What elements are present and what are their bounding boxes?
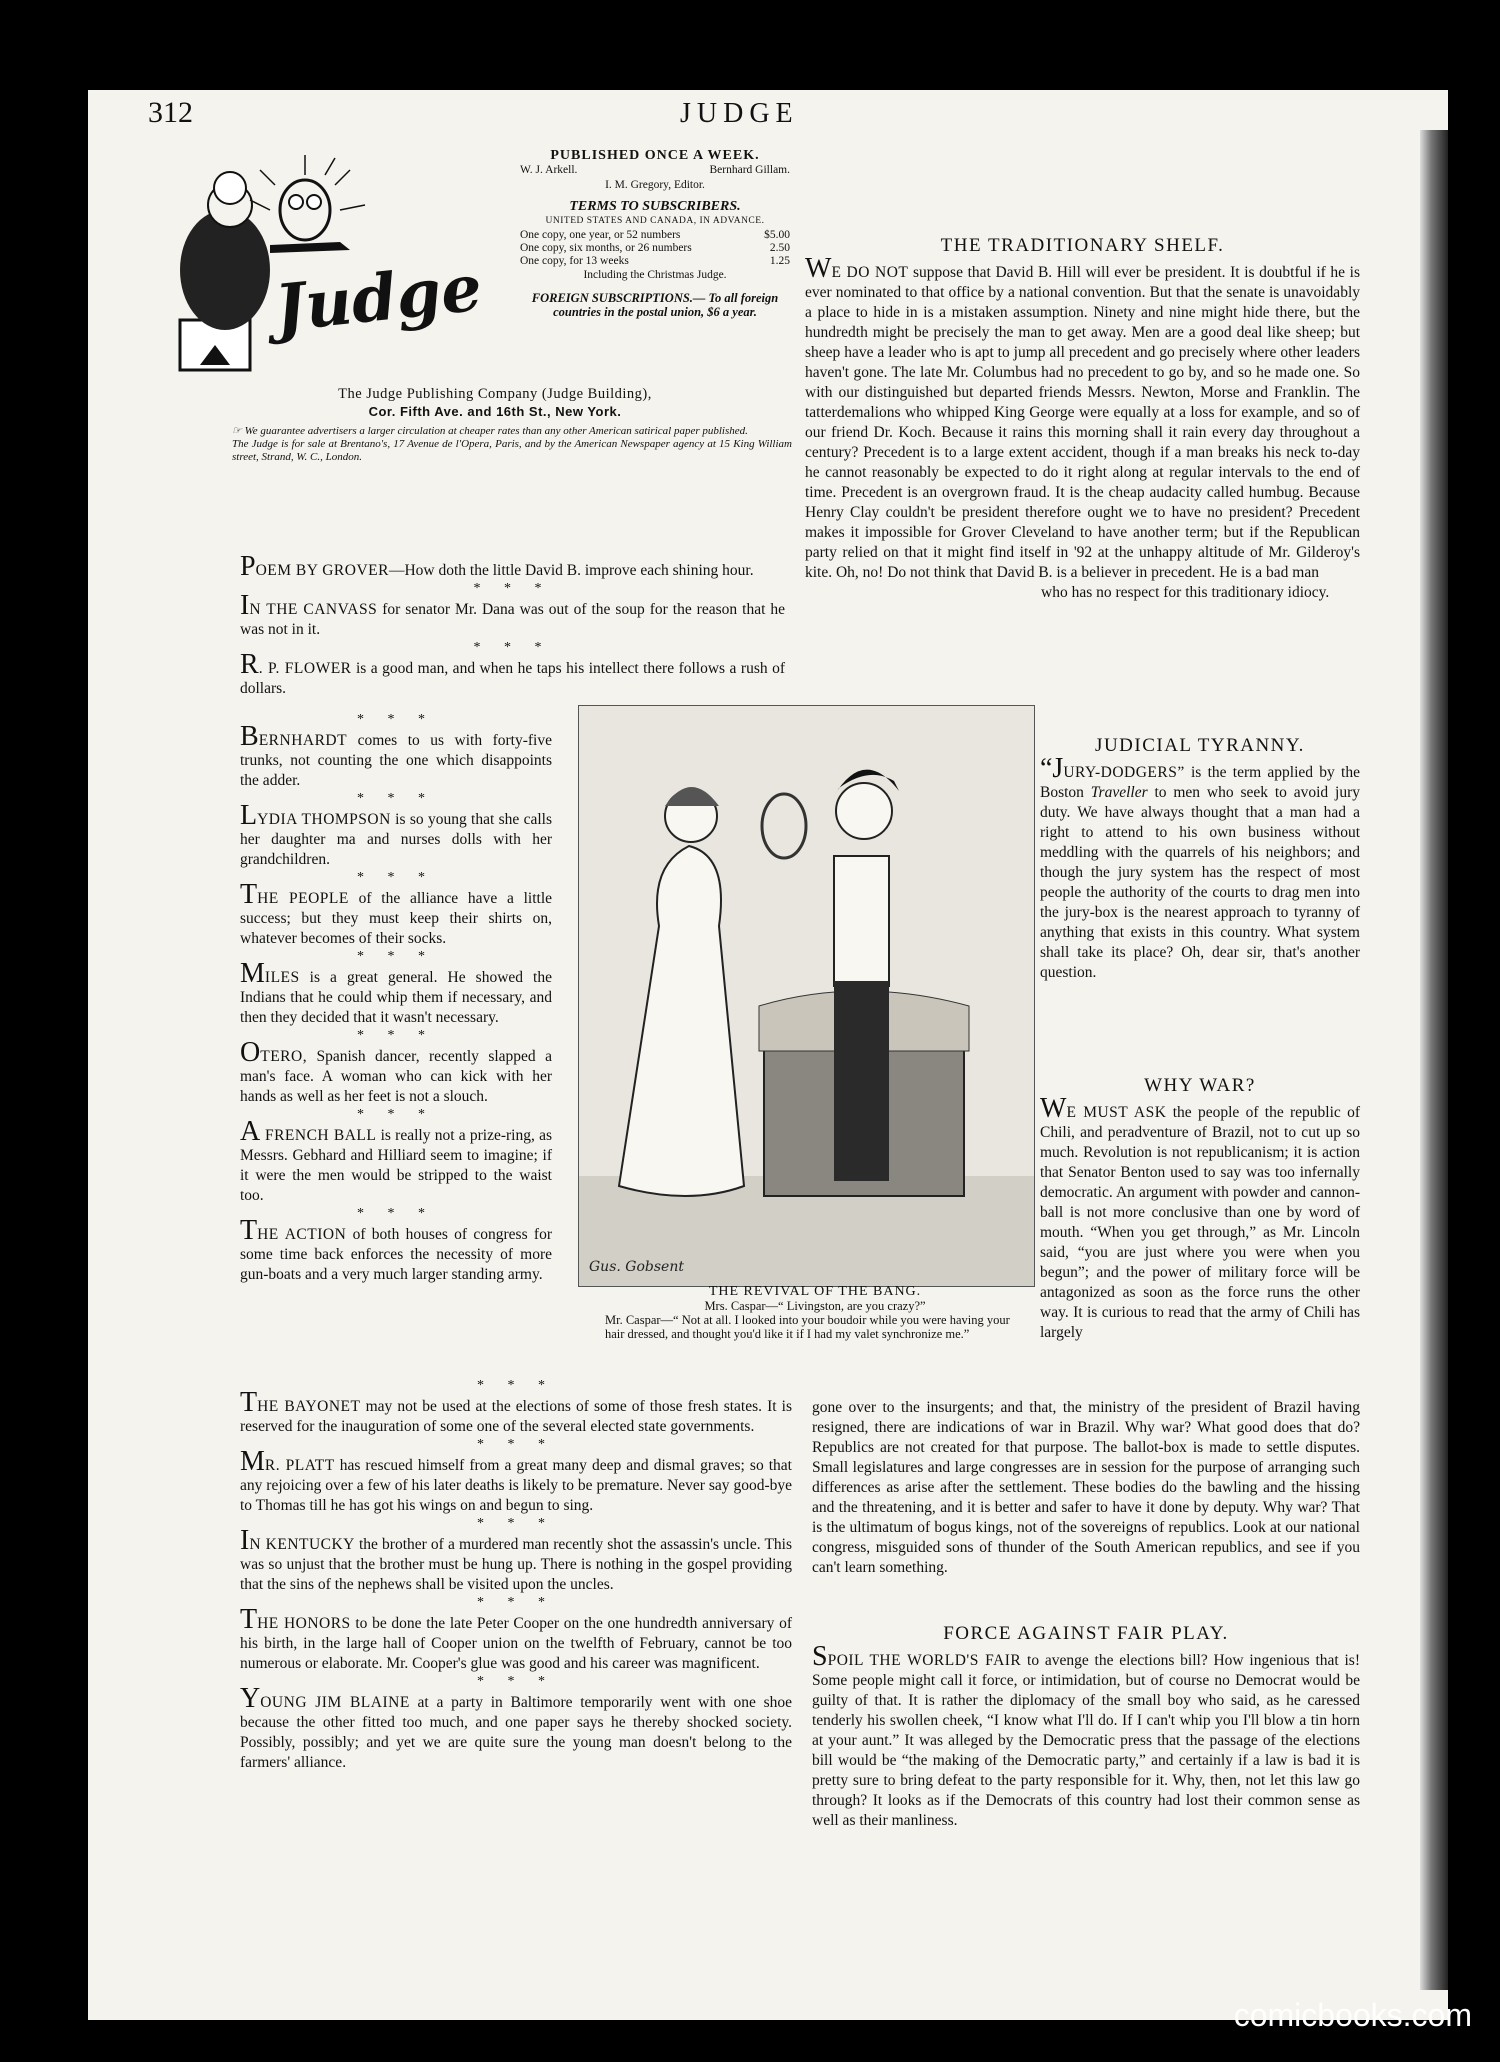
paragraph-text: of the alliance have a little success; but they must keep their shirts on, whatever becomes of their socks. bbox=[240, 890, 553, 947]
paragraph-otero bbox=[240, 1037, 552, 1107]
drop-cap: M bbox=[240, 958, 265, 989]
paragraph-action bbox=[240, 1215, 552, 1285]
drop-cap: P bbox=[240, 551, 256, 582]
separator: * * * bbox=[477, 1595, 555, 1610]
paragraph-text: to be done the late Peter Cooper on the one hundredth anniversary of his birth, in the large hall of Cooper union on the twelfth of February, cannot be too numerous or elaborate. Mr. Cooper's glue was good and his career was magnificent. bbox=[240, 1615, 792, 1672]
company-address bbox=[200, 385, 790, 421]
page-number: 312 bbox=[148, 96, 193, 129]
article-body bbox=[812, 1641, 1360, 1831]
advertiser-note bbox=[232, 425, 792, 464]
illustration-caption bbox=[605, 1285, 1025, 1341]
rate-row bbox=[520, 255, 790, 268]
paragraph-honors bbox=[240, 1604, 792, 1674]
logo-wordmark: Judge bbox=[271, 250, 486, 347]
article-traditionary-shelf bbox=[805, 230, 1360, 603]
lead-caps: . P. FLOWER bbox=[258, 660, 352, 677]
paragraph-text: at a party in Baltimore temporarily went with one shoe because the other fitted too much, and one paper says he thereby shocked society. Possibly, possibly; and yet we are quite sure the young man doesn't belong to the farmers' alliance. bbox=[240, 1694, 793, 1771]
paragraph-poem bbox=[240, 551, 785, 582]
left-column-bottom bbox=[240, 1378, 792, 1773]
caption-line: Mrs. Caspar—“ Livingston, are you crazy?” bbox=[704, 1299, 926, 1313]
man-shirt bbox=[834, 856, 889, 986]
svg-text:Gus. Gobsent bbox=[589, 1259, 684, 1275]
published-line: PUBLISHED ONCE A WEEK. bbox=[550, 148, 760, 163]
man-head bbox=[836, 783, 892, 839]
lead-caps: ILES bbox=[264, 969, 300, 986]
paragraph-text: Spanish dancer, recently slapped a man's face. A woman who can kick with her hands as well as her feet is not a slouch. bbox=[240, 1048, 552, 1105]
caption-title: THE REVIVAL OF THE BANG. bbox=[708, 1284, 922, 1299]
caption-line: Mr. Caspar—“ Not at all. I looked into your boudoir while you were having your hair dressed, and thought you'd like it if I had my valet synchronize me.” bbox=[605, 1313, 1010, 1341]
lead-caps: YDIA THOMPSON bbox=[257, 811, 391, 828]
lead-caps: HE PEOPLE bbox=[257, 890, 349, 907]
article-heading: WHY WAR? bbox=[1144, 1075, 1256, 1096]
page-edge bbox=[1420, 130, 1448, 1990]
paragraph-text: may not be used at the elections of some of those fresh states. It is reserved for the inauguration of some one of the several elected state governments. bbox=[240, 1398, 792, 1435]
lead-caps: URY-DODGERS” bbox=[1063, 764, 1185, 781]
rate-label: One copy, six months, or 26 numbers bbox=[520, 242, 692, 254]
rate-row bbox=[520, 229, 790, 242]
separator: * * * bbox=[473, 640, 552, 655]
lead-caps: POIL THE WORLD'S FAIR bbox=[827, 1652, 1022, 1669]
drop-cap: T bbox=[240, 1387, 258, 1418]
rate-price: $5.00 bbox=[764, 229, 790, 241]
rate-label: One copy, for 13 weeks bbox=[520, 255, 629, 267]
foreign-subscriptions: FOREIGN SUBSCRIPTIONS.— To all foreign countries in the postal union, $6 a year. bbox=[531, 291, 779, 319]
left-column-narrow bbox=[240, 712, 552, 1285]
guarantee-text: ☞ We guarantee advertisers a larger circulation at cheaper rates than any other American satirical paper published. bbox=[232, 425, 748, 437]
publisher-right-name: Bernhard Gillam. bbox=[709, 164, 790, 176]
article-why-war-continued bbox=[812, 1398, 1360, 1578]
paragraph-text: is a great general. He showed the Indians that he could whip them if necessary, and then they decided that it wasn't necessary. bbox=[240, 969, 552, 1026]
article-text: the people of the republic of Chili, and peradventure of Brazil, not to cut up so much. Revolution is not republicanism; it is action that Senator Benton used to say was too infernally democratic. An argument with powder and cannon-ball is not more conclusive than one by word of mouth. “When you get through,” as Mr. Lincoln said, “you are just where you were when you begun”; and the power of military force will be antagonized as soon as the force runs the other way. It is curious to read that the army of Chili has largely bbox=[1040, 1104, 1361, 1341]
company-line: The Judge Publishing Company (Judge Building), bbox=[338, 386, 652, 402]
paragraph-kentucky bbox=[240, 1525, 792, 1595]
cartoon-illustration bbox=[578, 705, 1035, 1287]
paragraph-platt bbox=[240, 1446, 792, 1516]
drop-cap: I bbox=[240, 1525, 250, 1556]
lead-caps: E MUST ASK bbox=[1066, 1104, 1167, 1121]
paragraph-text: is really not a prize-ring, as Messrs. Gebhard and Hilliard seem to imagine; if it were the men would be stripped to the waist too. bbox=[240, 1127, 552, 1204]
article-text: to men who seek to avoid jury duty. We have always thought that a man had a right to attend to his own business without meddling with the quarrels of his neighbors; and though the jury system has the respect of most people the authority of the courts to drag men into the jury-box is the nearest approach to tyranny of anything that exists in this country. What system shall take its place? Oh, dear sir, that's another question. bbox=[1040, 784, 1360, 981]
separator: * * * bbox=[357, 870, 435, 885]
logo-owl-eye-left bbox=[289, 195, 303, 209]
drop-cap: L bbox=[240, 800, 258, 831]
watermark: comicbooks.com bbox=[1233, 1997, 1472, 2033]
sale-text: The Judge is for sale at Brentano's, 17 Avenue de l'Opera, Paris, and by the American Newspaper agency at 15 King William street, Strand, W. C., London. bbox=[232, 438, 792, 463]
article-heading: FORCE AGAINST FAIR PLAY. bbox=[943, 1623, 1229, 1644]
paragraph-text: the brother of a murdered man recently shot the assassin's uncle. This was so unjust that the brother must be hung up. There is nothing in the gospel providing that the sins of the nephews shall be visited upon the uncles. bbox=[240, 1536, 792, 1593]
drop-cap: T bbox=[240, 879, 258, 910]
lead-caps: HE BAYONET bbox=[257, 1398, 361, 1415]
article-text: to avenge the elections bill? How ingenious that is! Some people might call it force, or intimidation, but of course no Democrat would be guilty of that. It is rather the diplomacy of the small boy who said, as he caressed tenderly his swollen cheek, “I know what I'll do. If I can't whip you I'll blow a tin horn at your aunt.” It was alleged by the Democratic press that the passage of the elections bill would be “the making of the Democratic party,” and certainly if a law is bad it is pretty sure to bring defeat to the party responsible for it. Why, then, not let this law go through? It looks as if the Democrats of this country had lost their common sense as well as their manliness. bbox=[812, 1652, 1360, 1829]
logo-owl-perch bbox=[270, 242, 350, 253]
drop-cap: M bbox=[240, 1446, 265, 1477]
paragraph-text: is so young that she calls her daughter ma and nurses dolls with her grandchildren. bbox=[240, 811, 553, 868]
paragraph-text: for senator Mr. Dana was out of the soup for the reason that he was not in it. bbox=[240, 601, 785, 638]
paragraph-canvass bbox=[240, 590, 785, 640]
drop-cap: A bbox=[240, 1116, 261, 1147]
paragraph-text: of both houses of congress for some time back enforces the necessity of more gun-boats and a very much larger standing army. bbox=[240, 1226, 552, 1283]
lead-caps: N KENTUCKY bbox=[249, 1536, 355, 1553]
drop-cap: I bbox=[240, 590, 250, 621]
paragraph-lydia bbox=[240, 800, 553, 870]
article-body bbox=[1040, 1093, 1361, 1343]
lead-caps: N THE CANVASS bbox=[249, 601, 378, 618]
logo-owl-eye-right bbox=[307, 195, 321, 209]
editor-line: I. M. Gregory, Editor. bbox=[605, 179, 705, 191]
article-heading: THE TRADITIONARY SHELF. bbox=[940, 235, 1225, 256]
publisher-names bbox=[520, 163, 790, 178]
paragraph-text: comes to us with forty-five trunks, not counting the one which disappoints the adder. bbox=[240, 732, 552, 789]
drop-cap: Y bbox=[240, 1683, 261, 1714]
lead-caps: OUNG JIM BLAINE bbox=[260, 1694, 410, 1711]
lead-caps: OEM BY GROVER bbox=[255, 562, 389, 579]
article-continuation: gone over to the insurgents; and that, the ministry of the president of Brazil having resigned, there are indications of war in Brazil. Why war? What good does that do? Republics are not created for that purpose. The ballot-box is made to settle disputes. Small legislatures and large congresses are in session for the purpose of arranging such differences as arise after the settlement. These bodies do the bawling and the hissing and the threatening, and it is better and safer to have it done by deputy. Why war? That is the ultimatum of bogus kings, not of the sovereigns of republics. Look at our national congress, misguided sons of thunder of the South American republics, and see if you can't learn something. bbox=[812, 1399, 1360, 1576]
drop-cap: T bbox=[240, 1604, 258, 1635]
judge-logo bbox=[150, 150, 510, 380]
publisher-left-name: W. J. Arkell. bbox=[520, 164, 578, 176]
drop-cap: T bbox=[240, 1215, 258, 1246]
paragraph-bayonet bbox=[240, 1387, 792, 1437]
paragraph-text: —How doth the little David B. improve each shining hour. bbox=[388, 562, 754, 579]
left-column-top bbox=[240, 551, 785, 699]
article-text: is the term applied by the Boston bbox=[1040, 764, 1360, 801]
lead-caps: TERO, bbox=[260, 1048, 308, 1065]
rate-price: 1.25 bbox=[769, 255, 790, 267]
drop-cap: W bbox=[805, 253, 832, 284]
man-trousers bbox=[834, 981, 889, 1181]
article-why-war bbox=[1040, 1070, 1360, 1343]
drop-cap: S bbox=[812, 1641, 828, 1672]
separator: * * * bbox=[357, 1028, 435, 1043]
newspaper-name: Traveller bbox=[1090, 784, 1148, 801]
lead-caps: R. PLATT bbox=[264, 1457, 335, 1474]
article-body bbox=[1040, 753, 1360, 983]
rate-label: One copy, one year, or 52 numbers bbox=[520, 229, 681, 241]
svg-text:Judge bbox=[261, 251, 486, 348]
article-judicial-tyranny bbox=[1040, 730, 1360, 983]
separator: * * * bbox=[477, 1437, 555, 1452]
separator: * * * bbox=[357, 1206, 435, 1221]
artist-signature: Gus. Gobsent bbox=[589, 1259, 684, 1275]
article-body bbox=[805, 253, 1361, 583]
lead-caps: ERNHARDT bbox=[258, 732, 348, 749]
paragraph-ball bbox=[240, 1116, 552, 1206]
drop-cap: O bbox=[240, 1037, 261, 1068]
publisher-box bbox=[520, 148, 790, 319]
company-street: Cor. Fifth Ave. and 16th St., New York. bbox=[368, 404, 622, 419]
paragraph-text: has rescued himself from a great many deep and dismal graves; so that any rejoicing over a few of his later deaths is likely to be premature. Never say good-bye to Thomas till he has got his wings on and begun to sing. bbox=[240, 1457, 792, 1514]
logo-judge-wig bbox=[214, 172, 246, 204]
separator: * * * bbox=[357, 949, 435, 964]
masthead-title: JUDGE bbox=[680, 98, 799, 129]
separator: * * * bbox=[357, 791, 435, 806]
lead-caps: FRENCH BALL bbox=[260, 1127, 377, 1144]
paragraph-flower bbox=[240, 649, 785, 699]
paragraph-text: is a good man, and when he taps his intellect there follows a rush of dollars. bbox=[240, 660, 785, 697]
drop-cap: B bbox=[240, 721, 259, 752]
separator: * * * bbox=[357, 1107, 435, 1122]
drop-cap: “J bbox=[1040, 753, 1064, 784]
separator: * * * bbox=[357, 712, 435, 727]
article-text: suppose that David B. Hill will ever be president. It is doubtful if he is ever nominated to that office by a national convention. But that the senate is unavoidably a place to hide in is a mistaken assumption. Ninety and nine might hide there, but the hundredth might be precisely the man to get away. Men are a good deal like sheep; but sheep have a leader who is apt to jump all precedent and go precisely where other leaders haven't gone. The late Mr. Columbus had no precedent to go by, and so he made one. So with our distinguished but departed friends Messrs. Newton, Morse and Franklin. The tatterdemalions who whipped King George were equally at a loss for example, and so of our friend Dr. Koch. Because it rains this morning shall it rain every day throughout a century? Precedent is to a large extent accident, though if a man breaks his neck to-day he cannot reasonably be expected to do it right along at regular intervals to the end of time. Precedent is an overgrown fraud. It is the cheap audacity called humbug. Because Henry Clay couldn't be president therefore ought we to have no president? Precedent makes it impossible for Grover Cleveland to have another term; but if the Republican party relied on that it might find itself in '92 at the unhappy altitude of Mr. Gilderoy's kite. Oh, no! Do not think that David B. is a believer in precedent. He is a bad man bbox=[805, 264, 1361, 581]
separator: * * * bbox=[473, 581, 552, 596]
separator: * * * bbox=[477, 1674, 555, 1689]
article-tail: who has no respect for this traditionary idiocy. bbox=[1041, 584, 1330, 601]
article-heading: JUDICIAL TYRANNY. bbox=[1095, 735, 1305, 756]
terms-heading: TERMS TO SUBSCRIBERS. bbox=[569, 199, 741, 214]
article-force-against-fair-play bbox=[812, 1618, 1360, 1831]
logo-judge-robe bbox=[180, 210, 270, 330]
drop-cap: R bbox=[240, 649, 259, 680]
rate-price: 2.50 bbox=[769, 242, 790, 254]
logo-owl bbox=[280, 180, 330, 240]
paragraph-bernhardt bbox=[240, 721, 552, 791]
christmas-line: Including the Christmas Judge. bbox=[583, 269, 727, 281]
terms-subheading: UNITED STATES AND CANADA, IN ADVANCE. bbox=[545, 216, 765, 226]
rate-row bbox=[520, 242, 790, 255]
paragraph-miles bbox=[240, 958, 552, 1028]
paragraph-people bbox=[240, 879, 553, 949]
lead-caps: HE HONORS bbox=[257, 1615, 351, 1632]
separator: * * * bbox=[477, 1516, 555, 1531]
paragraph-blaine bbox=[240, 1683, 793, 1773]
lead-caps: E DO NOT bbox=[831, 264, 909, 281]
drop-cap: W bbox=[1040, 1093, 1067, 1124]
separator: * * * bbox=[477, 1378, 555, 1393]
lead-caps: HE ACTION bbox=[257, 1226, 347, 1243]
